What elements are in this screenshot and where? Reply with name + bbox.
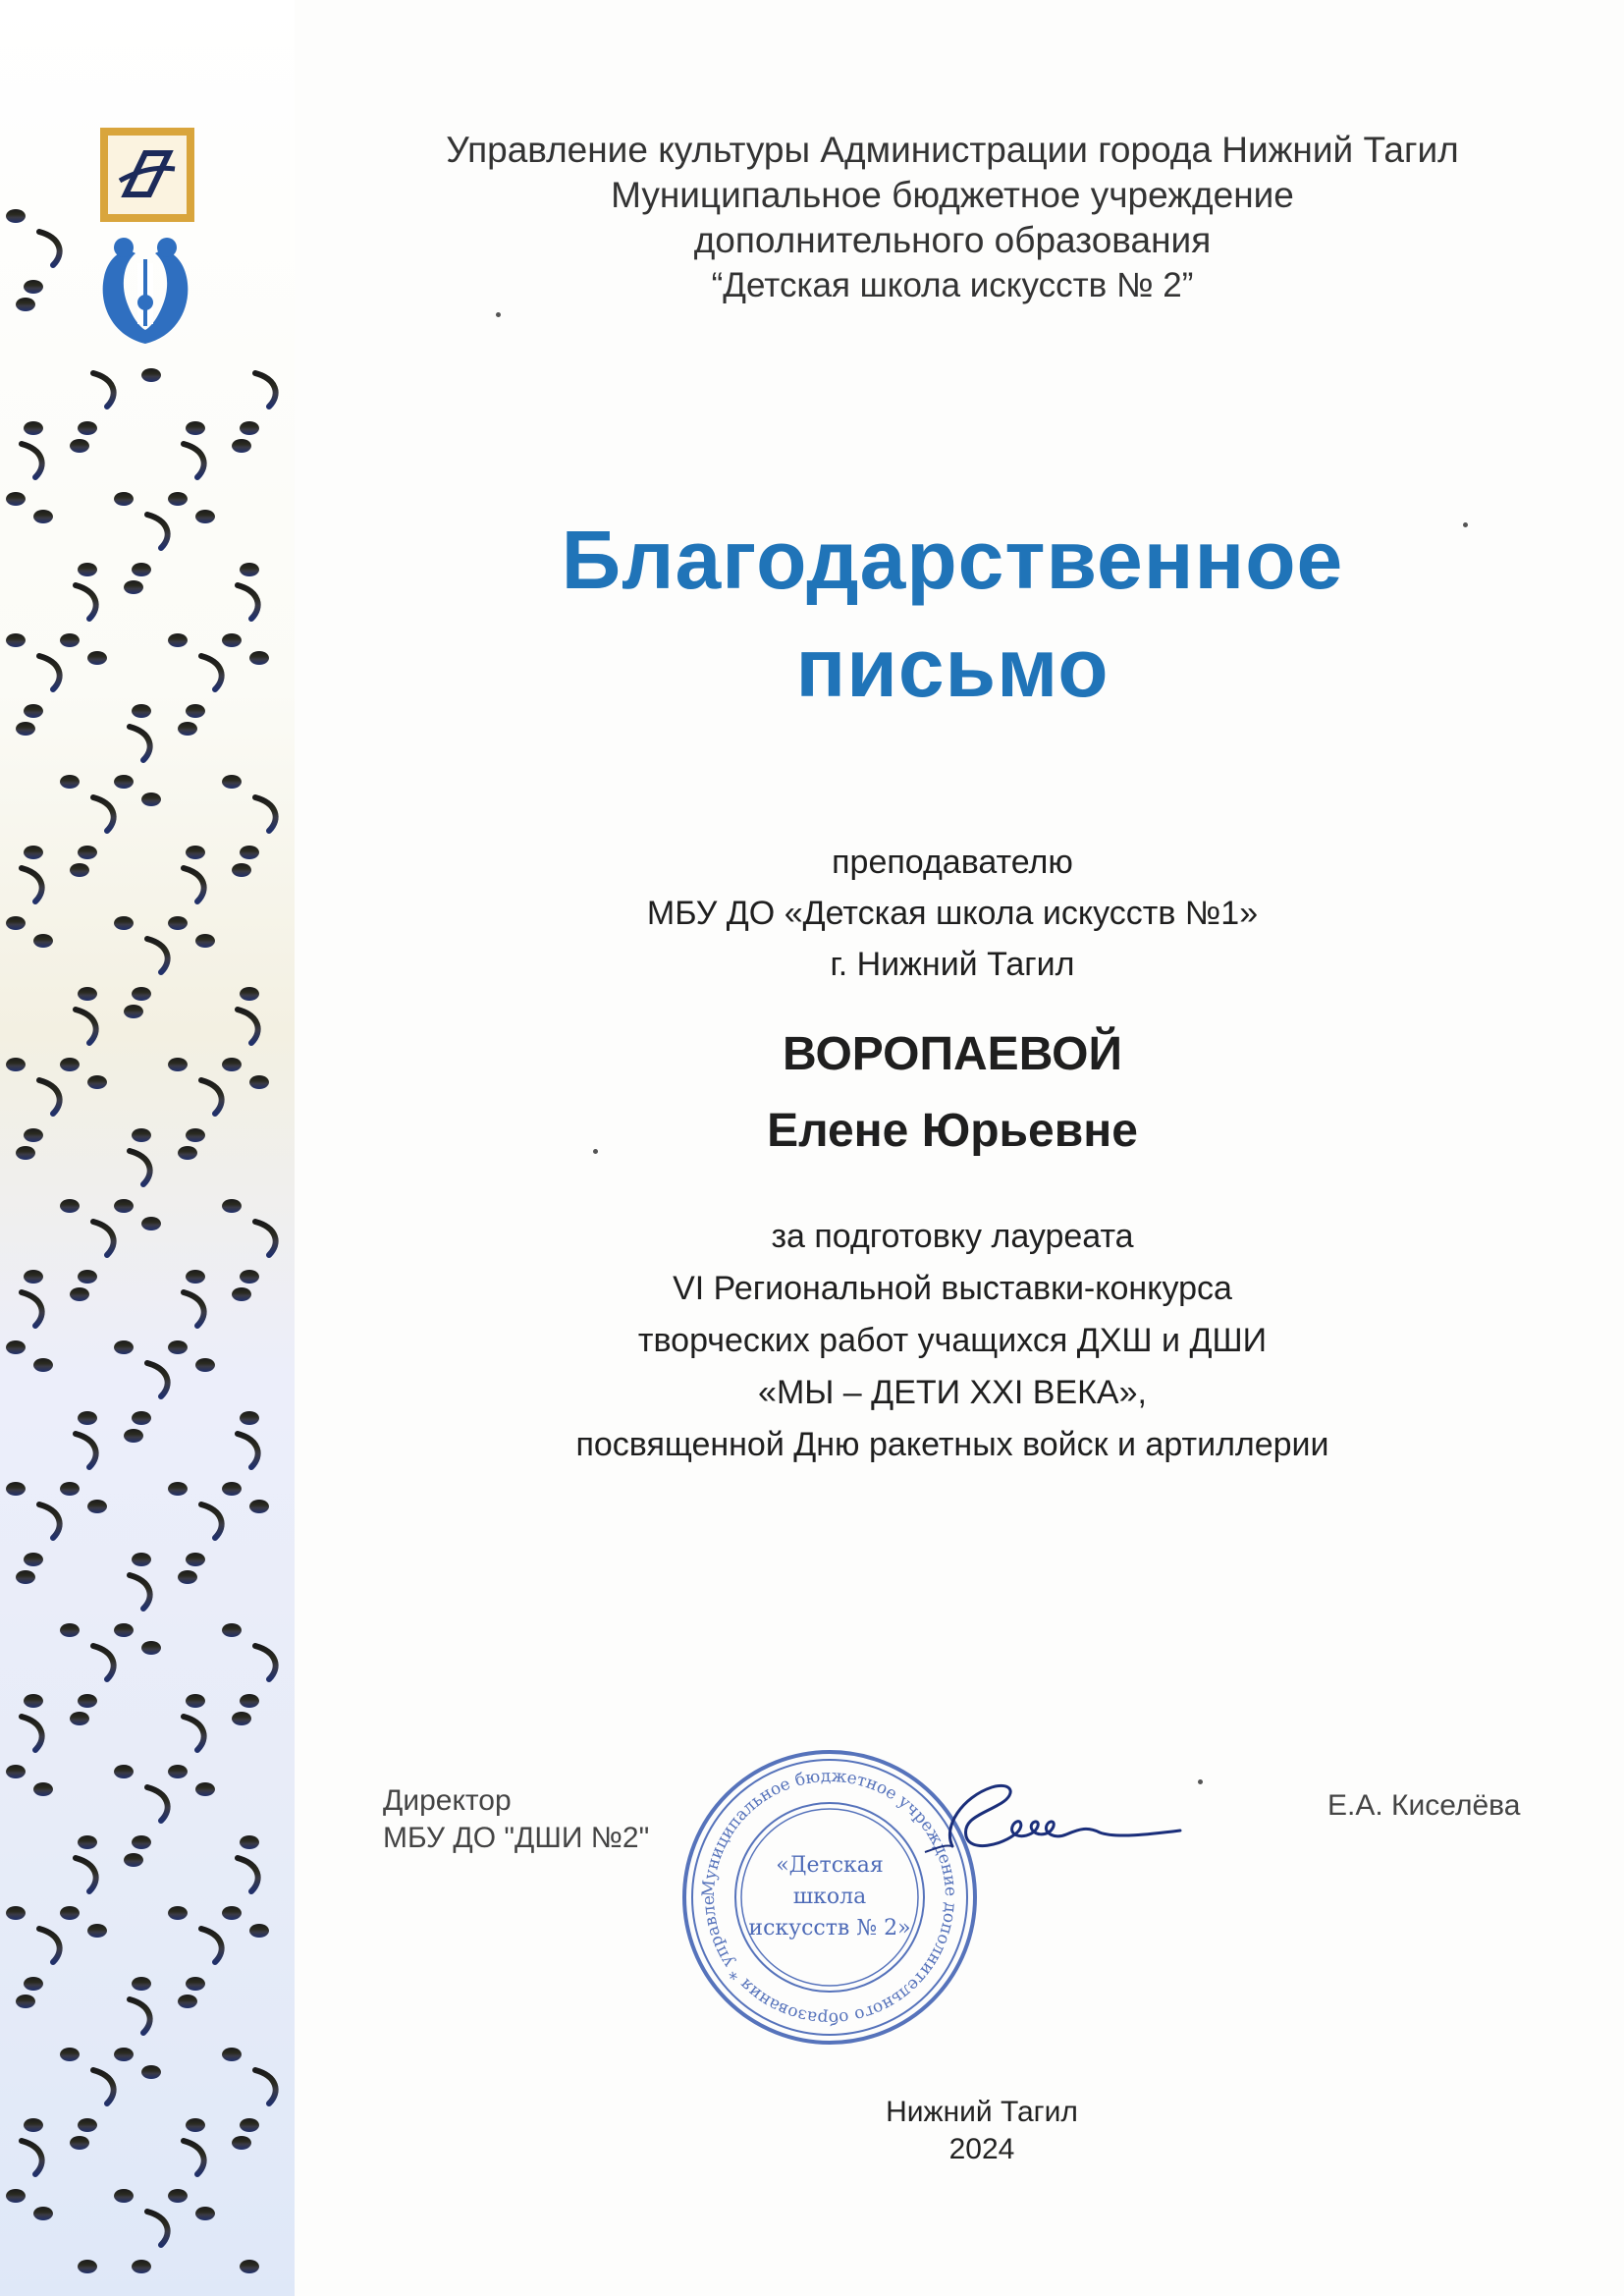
reason-line-2: VI Региональной выставки-конкурса [673, 1270, 1232, 1307]
reason-line-1: за подготовку лауреата [771, 1218, 1134, 1255]
header-school-name: “Детская школа искусств № 2” [711, 266, 1194, 304]
director-organization: МБУ ДО "ДШИ №2" [383, 1822, 650, 1854]
director-name: Е.А. Киселёва [1327, 1789, 1521, 1822]
stamp-ring-text: Муниципальное бюджетное учреждение дополнительного образования * управле [698, 1766, 961, 2029]
document-title [412, 506, 1492, 722]
scan-speck [496, 312, 501, 317]
footer-year: 2024 [948, 2133, 1015, 2165]
header-education-type: дополнительного образования [693, 220, 1212, 260]
header-department: Управление культуры Администрации города Нижний Тагил [446, 130, 1459, 170]
recipient-organization: МБУ ДО «Детская школа искусств №1» [646, 895, 1259, 932]
title-line-2: письмо [795, 622, 1110, 714]
recipient-surname: ВОРОПАЕВОЙ [782, 1028, 1122, 1080]
director-title-block [383, 1782, 649, 1857]
title-line-1: Благодарственное [561, 514, 1344, 606]
handwritten-signature [923, 1758, 1188, 1886]
director-title: Директор [383, 1784, 512, 1817]
award-reason [412, 1211, 1492, 1471]
reason-line-3: творческих работ учащихся ДХШ и ДШИ [637, 1322, 1268, 1359]
document-footer [785, 2094, 1178, 2168]
scan-speck [1198, 1779, 1203, 1784]
recipient-city: г. Нижний Тагил [830, 946, 1075, 983]
stamp-center-text: «Детская школа искусств № 2» [748, 1853, 911, 1941]
recipient-position: преподавателю [832, 844, 1073, 881]
scan-speck [1463, 522, 1468, 527]
institution-header [373, 128, 1532, 308]
lyre-logo-icon [94, 234, 196, 350]
reason-line-4: «МЫ – ДЕТИ XXI ВЕКА», [758, 1374, 1147, 1411]
header-institution-type: Муниципальное бюджетное учреждение [611, 175, 1294, 215]
school-emblem-icon [98, 126, 196, 224]
scan-speck [593, 1149, 598, 1154]
recipient-block [412, 837, 1492, 990]
recipient-name [412, 1016, 1492, 1170]
recipient-given-name: Елене Юрьевне [767, 1105, 1138, 1157]
reason-line-5: посвященной Дню ракетных войск и артиллерии [575, 1426, 1329, 1463]
footer-city: Нижний Тагил [886, 2096, 1078, 2128]
